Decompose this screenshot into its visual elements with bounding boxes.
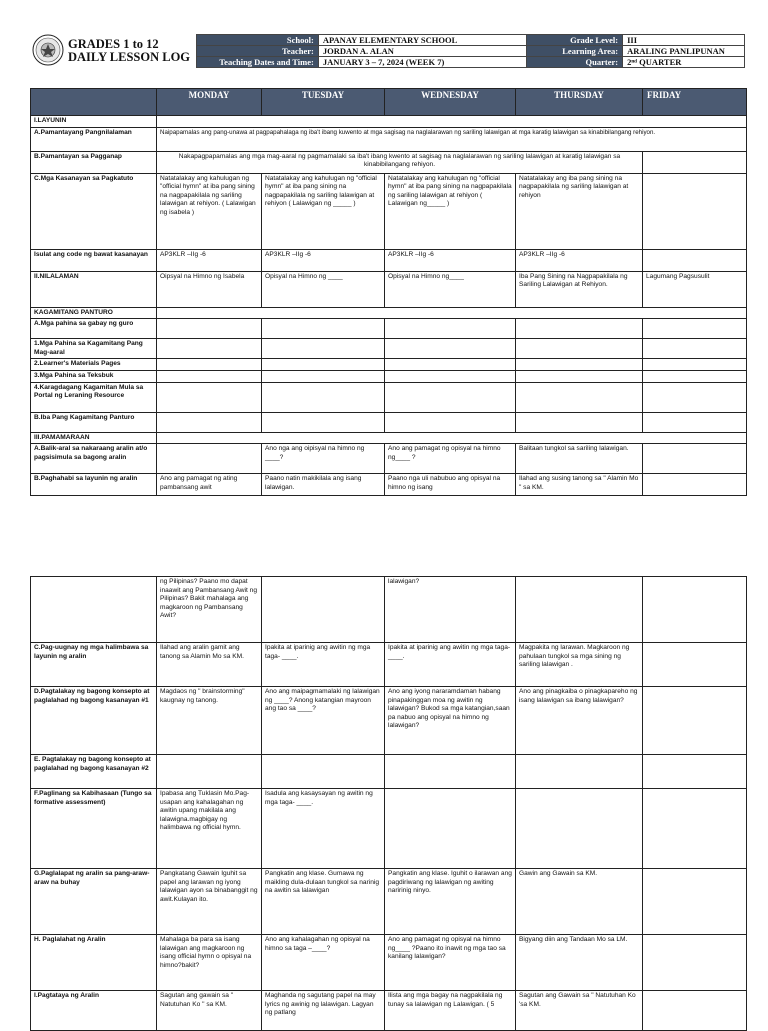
cell-friday [643, 173, 747, 249]
cell-wednesday: Ilista ang mga bagay na nagpakilala ng tunay sa lalawigan ng Lalawigan. ( 5 [385, 991, 516, 1031]
table-row [31, 307, 747, 319]
cell-friday [643, 991, 747, 1031]
teacher-label: Teacher: [197, 46, 319, 57]
cell-monday: Sagutan ang gawain sa " Natutuhan Ko " sa KM. [157, 991, 262, 1031]
table-row [31, 116, 747, 128]
cell-monday: Natatalakay ang kahulugan ng "official hymn" at iba pang sining na nagpapakilala ng sariling lalawigan at rehiyon. ( Lalawigan ng isabela ) [157, 173, 262, 249]
cell-thursday: Natatalakay ang iba pang sining na nagpapakilala ng sariling lalawigan at rehiyon [516, 173, 643, 249]
cell-friday [643, 935, 747, 991]
school-value: APANAY ELEMENTARY SCHOOL [318, 35, 526, 46]
cell-wednesday: Pangkatin ang klase. Iguhit o ilarawan ang pagdiriwang ng lalawigan ng awiting naririnig ninyo. [385, 869, 516, 935]
row-label: B.Iba Pang Kagamitang Panturo [31, 412, 157, 432]
grade-label: Grade Level: [527, 35, 623, 46]
row-label: 1.Mga Pahina sa Kagamitang Pang Mag-aaral [31, 339, 157, 359]
area-label: Learning Area: [527, 46, 623, 57]
days-header-row [31, 89, 747, 116]
cell-tuesday: Paano natin makikilala ang isang lalawigan. [262, 474, 385, 496]
row-label: H. Paglalahat ng Aralin [31, 935, 157, 991]
cell-thursday: AP3KLR –IIg -6 [516, 249, 643, 271]
table-row [31, 382, 747, 412]
cell-wednesday: AP3KLR –IIg -6 [385, 249, 516, 271]
cell-thursday: Gawin ang Gawain sa KM. [516, 869, 643, 935]
grade-value: III [623, 35, 745, 46]
section-layunin: I.LAYUNIN [31, 116, 157, 128]
cell-tuesday: Natatalakay ang kahulugan ng "official hymn" at iba pang sining na nagpapakilala ng sariling lalawigan at rehiyon ( Lalawigan ng _____ ) [262, 173, 385, 249]
table-row [31, 151, 747, 173]
brand-line-1: GRADES 1 to 12 [68, 37, 159, 51]
cell-friday [643, 474, 747, 496]
cell-friday [643, 643, 747, 687]
empty-cell [157, 116, 747, 128]
table-row [31, 643, 747, 687]
table-row [31, 991, 747, 1031]
row-label: A.Balik-aral sa nakaraang aralin at/o pagsisimula sa bagong aralin [31, 444, 157, 474]
row-label: C.Mga Kasanayan sa Pagkatuto [31, 173, 157, 249]
wednesday-header: WEDNESDAY [385, 89, 516, 116]
tuesday-header: TUESDAY [262, 89, 385, 116]
cell-monday: Ano ang pamagat ng ating pambansang awit [157, 474, 262, 496]
table-row [31, 577, 747, 643]
cell-monday: Pangkatang Gawain Iguhit sa papel ang larawan ng iyong lalawigan ayon sa binabanggit ng awit.Kulayan ito. [157, 869, 262, 935]
teacher-value: JORDAN A. ALAN [318, 46, 526, 57]
cell-wednesday: Natatalakay ang kahulugan ng "official hymn" at iba pang sining na nagpapakilala ng sariling lalawigan at rehiyon ( Lalawigan ng_____ ) [385, 173, 516, 249]
table-row [31, 789, 747, 869]
cell-thursday: Bigyang diin ang Tandaan Mo sa LM. [516, 935, 643, 991]
cell-thursday: Iba Pang Sining na Nagpapakilala ng Sariling Lalawigan at Rehiyon. [516, 271, 643, 307]
table-row [31, 173, 747, 249]
cell-friday [643, 444, 747, 474]
brand-line-2: DAILY LESSON LOG [68, 50, 191, 64]
table-row [31, 359, 747, 371]
cell-wednesday: Ano ang pamagat ng opisyal na himno ng____ ?Paano ito inawit ng mga tao sa kanilang lalawigan? [385, 935, 516, 991]
row-label: E. Pagtalakay ng bagong konsepto at paglalahad ng bagong kasanayan #2 [31, 755, 157, 789]
row-label: Isulat ang code ng bawat kasanayan [31, 249, 157, 271]
cell-tuesday: Ano ang maipagmamalaki ng lalawigan ng ____? Anong katangian mayroon ang tao sa ____? [262, 687, 385, 755]
cell-tuesday: Ano nga ang oipisyal na himno ng ____? [262, 444, 385, 474]
area-value: ARALING PANLIPUNAN [623, 46, 745, 57]
table-row [31, 444, 747, 474]
cell-monday: Ilahad ang aralin gamit ang tanong sa Alamin Mo sa KM. [157, 643, 262, 687]
thursday-header: THURSDAY [516, 89, 643, 116]
table-row [31, 339, 747, 359]
cell-tuesday: Pangkatin ang klase. Gumawa ng maikling dula-dulaan tungkol sa narinig na awitin sa lalawigan [262, 869, 385, 935]
table-row [31, 687, 747, 755]
row-label: A.Mga pahina sa gabay ng guro [31, 319, 157, 339]
row-label: I.Pagtataya ng Aralin [31, 991, 157, 1031]
row-label: D.Pagtalakay ng bagong konsepto at paglalahad ng bagong kasanayan #1 [31, 687, 157, 755]
cell-tuesday: Opisyal na Himno ng ____ [262, 271, 385, 307]
cell-wednesday: Opisyal na Himno ng____ [385, 271, 516, 307]
cell-thursday: Ilahad ang susing tanong sa " Alamin Mo " sa KM. [516, 474, 643, 496]
corner-header [31, 89, 157, 116]
table-row [31, 370, 747, 382]
row-label: B.Paghahabi sa layunin ng aralin [31, 474, 157, 496]
row-label: A.Pamantayang Pangnilalaman [31, 127, 157, 151]
monday-header: MONDAY [157, 89, 262, 116]
row-label: B.Pamantayan sa Pagganap [31, 151, 157, 173]
row-label: C.Pag-uugnay ng mga halimbawa sa layunin ng aralin [31, 643, 157, 687]
lesson-log-table-page-1 [30, 88, 747, 496]
cell-tuesday: Ano ang kahalagahan ng opisyal na himno sa taga –____? [262, 935, 385, 991]
table-row [31, 127, 747, 151]
header [30, 32, 746, 70]
table-row [31, 271, 747, 307]
table-row [31, 432, 747, 444]
table-row [31, 935, 747, 991]
cell-wednesday: lalawigan? [385, 577, 516, 643]
cell-monday: AP3KLR –IIg -6 [157, 249, 262, 271]
cell-monday: Mahalaga ba para sa isang lalawigan ang magkaroon ng isang official hymn o opisyal na himno?bakit? [157, 935, 262, 991]
cell-tuesday: Ipakita at iparinig ang awitin ng mga taga- ____. [262, 643, 385, 687]
empty-cell [157, 432, 747, 444]
friday-header: FRIDAY [643, 89, 747, 116]
deped-seal-icon [32, 34, 64, 66]
cell-tuesday: Maghanda ng sagutang papel na may lyrics ng awinig ng lalawigan. Lagyan ng patlang [262, 991, 385, 1031]
row-label: 2.Learner's Materials Pages [31, 359, 157, 371]
performance-standard-text: Nakapagpapamalas ang mga mag-aaral ng pagmamalaki sa iba't ibang kwento at sagisag na naglalarawan ng sariling lalawigan at karatig lalawigan sa kinabibilangang rehiyon. [157, 151, 643, 173]
table-row [31, 412, 747, 432]
row-label: 4.Karagdagang Kagamitan Mula sa Portal ng Leraning Resource [31, 382, 157, 412]
info-table [196, 34, 745, 68]
cell-thursday: Balitaan tungkol sa sariling lalawigan. [516, 444, 643, 474]
table-row [31, 755, 747, 789]
cell-thursday [516, 789, 643, 869]
lesson-log-table-page-2 [30, 576, 747, 1031]
cell-thursday: Sagutan ang Gawain sa " Natutuhan Ko 'sa KM. [516, 991, 643, 1031]
section-pamamaraan: III.PAMAMARAAN [31, 432, 157, 444]
cell-monday: Oipsyal na Himno ng Isabela [157, 271, 262, 307]
row-label: II.NILALAMAN [31, 271, 157, 307]
cell-thursday [516, 577, 643, 643]
cell-friday [643, 789, 747, 869]
cell-friday [643, 869, 747, 935]
cell-monday: ng Pilipinas? Paano mo dapat inaawit ang Pambansang Awit ng Pilipinas? Bakit mahalaga ang magkaroon ng Pambansang Awit? [157, 577, 262, 643]
quarter-label: Quarter: [527, 57, 623, 68]
cell-monday: Magdaos ng " brainstorming" kaugnay ng tanong. [157, 687, 262, 755]
brand-title [68, 38, 190, 64]
dates-value: JANUARY 3 – 7, 2024 (WEEK 7) [318, 57, 526, 68]
cell-friday [643, 249, 747, 271]
cell-friday [643, 687, 747, 755]
cell-thursday: Magpakita ng larawan. Magkaroon ng pahulaan tungkol sa mga sining ng sariling lalawigan . [516, 643, 643, 687]
cell-monday [157, 444, 262, 474]
row-label [31, 577, 157, 643]
content-standard-text: Naipapamalas ang pang-unawa at pagpapahalaga ng iba't ibang kuwento at mga sagisag na naglalarawan ng sariling lalawigan at mga karatig lalawigan sa kinabibilangang rehiyon. [157, 127, 747, 151]
empty-cell [643, 151, 747, 173]
cell-wednesday: Ano ang pamagat ng opisyal na himno ng____ ? [385, 444, 516, 474]
table-row [31, 319, 747, 339]
row-label: G.Paglalapat ng aralin sa pang-araw-araw na buhay [31, 869, 157, 935]
cell-wednesday [385, 789, 516, 869]
cell-tuesday: Isadula ang kasaysayan ng awitin ng mga taga- ____. [262, 789, 385, 869]
table-row [31, 474, 747, 496]
empty-cell [157, 307, 747, 319]
cell-friday: Lagumang Pagsusulit [643, 271, 747, 307]
cell-wednesday: Ipakita at iparinig ang awitin ng mga taga- ____. [385, 643, 516, 687]
cell-wednesday: Paano nga uli nabubuo ang opisyal na himno ng isang [385, 474, 516, 496]
school-label: School: [197, 35, 319, 46]
row-label: F.Paglinang sa Kabihasaan (Tungo sa formative assessment) [31, 789, 157, 869]
table-row [31, 249, 747, 271]
cell-friday [643, 577, 747, 643]
cell-tuesday: AP3KLR –IIg -6 [262, 249, 385, 271]
dates-label: Teaching Dates and Time: [197, 57, 319, 68]
cell-tuesday [262, 577, 385, 643]
section-kagamitan: KAGAMITANG PANTURO [31, 307, 157, 319]
cell-thursday: Ano ang pinagkaiba o pinagkapareho ng isang lalawigan sa ibang lalawigan? [516, 687, 643, 755]
cell-monday: Ipabasa ang Tuklasin Mo.Pag-usapan ang kahalagahan ng awitin upang makilala ang lalawigna.magbigay ng halimbawa ng official hymn. [157, 789, 262, 869]
cell-wednesday: Ano ang iyong nararamdaman habang pinapakinggan moa ng awitin ng lalawigan? Bukod sa mga katangian,saan pa nabuo ang opisyal na himno ng lalawigan? [385, 687, 516, 755]
row-label: 3.Mga Pahina sa Teksbuk [31, 370, 157, 382]
quarter-value: 2ⁿᵈ QUARTER [623, 57, 745, 68]
table-row [31, 869, 747, 935]
